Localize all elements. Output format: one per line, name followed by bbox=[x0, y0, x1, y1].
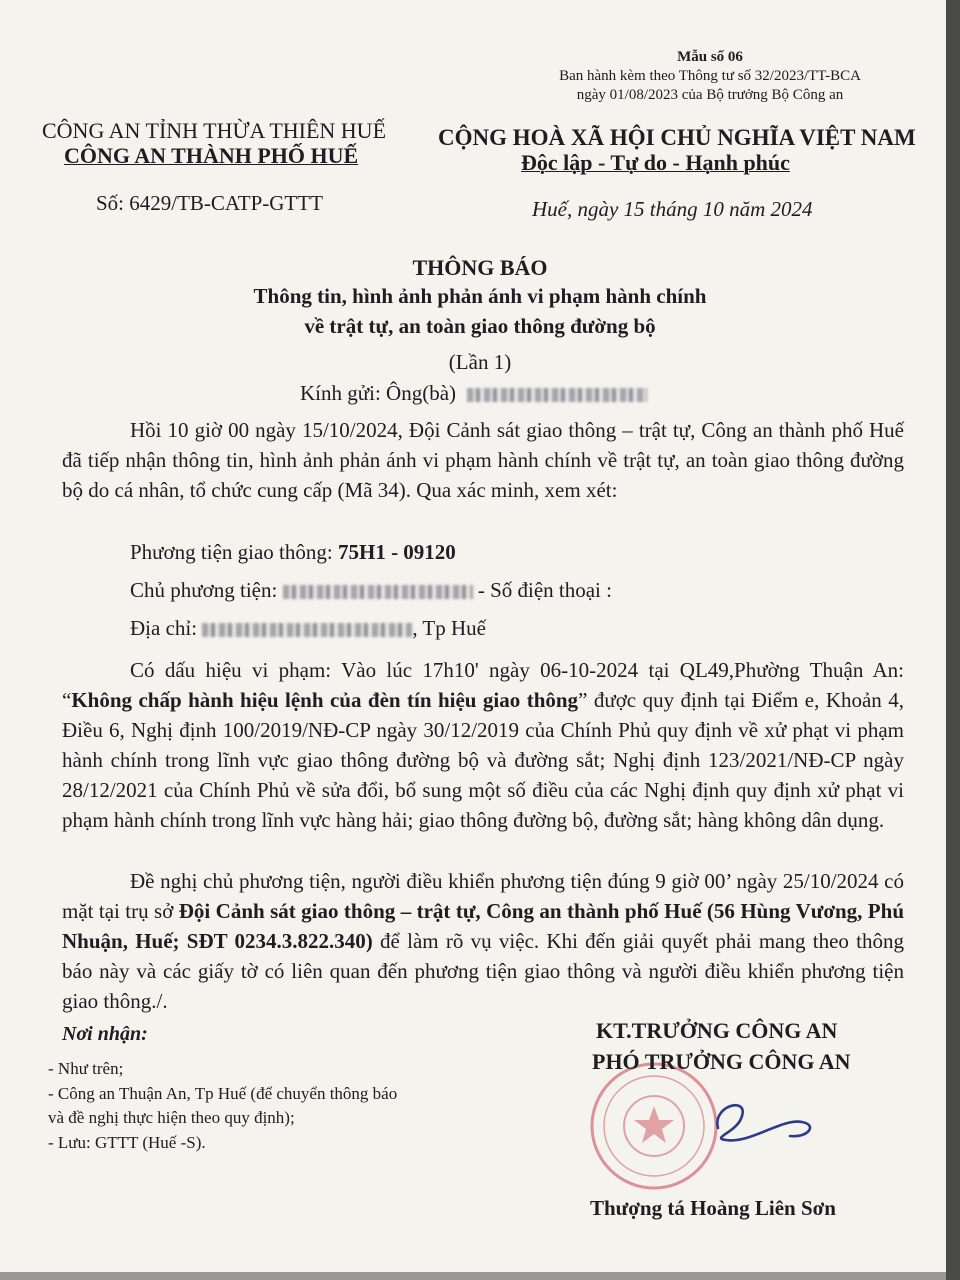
violation-intro: Có dấu hiệu vi phạm: Vào lúc 17h10' ngày 06-10-2024 tại QL49,Phường Thuận An: “ bbox=[62, 658, 904, 712]
recipient-item: và đề nghị thực hiện theo quy định); bbox=[48, 1108, 295, 1127]
signature-title: PHÓ TRƯỞNG CÔNG AN bbox=[592, 1049, 851, 1074]
handwritten-signature bbox=[690, 1088, 850, 1158]
violation-name: Không chấp hành hiệu lệnh của đèn tín hiệu giao thông bbox=[71, 688, 579, 712]
vehicle-line bbox=[130, 540, 456, 565]
document-number: Số: 6429/TB-CATP-GTTT bbox=[96, 191, 323, 215]
notice-title: THÔNG BÁO bbox=[412, 255, 548, 280]
recipient-item: - Như trên; bbox=[48, 1059, 124, 1078]
vehicle-label: Phương tiện giao thông: bbox=[130, 540, 338, 564]
intro-paragraph: Hồi 10 giờ 00 ngày 15/10/2024, Đội Cảnh sát giao thông – trật tự, Công an thành phố Huế đã tiếp nhận thông tin, hình ảnh phản ánh vi phạm hành chính về trật tự, an toàn giao thông đường bộ do cá nhân, tổ chức cung cấp (Mã 34). Qua xác minh, xem xét: bbox=[62, 418, 904, 502]
place-date: Huế, ngày 15 tháng 10 năm 2024 bbox=[532, 197, 813, 221]
recipient-line bbox=[300, 381, 647, 406]
redacted-recipient bbox=[467, 388, 647, 402]
address-suffix: , Tp Huế bbox=[412, 616, 486, 640]
recipients-heading: Nơi nhận: bbox=[62, 1023, 148, 1045]
recipient-item: - Lưu: GTTT (Huế -S). bbox=[48, 1133, 206, 1152]
vehicle-plate: 75H1 - 09120 bbox=[337, 540, 456, 564]
recipient-label: Kính gửi: Ông(bà) bbox=[300, 381, 457, 405]
recipient-item: - Công an Thuận An, Tp Huế (để chuyển thông báo bbox=[48, 1084, 398, 1103]
address-line bbox=[130, 616, 486, 641]
signature-authority: KT.TRƯỞNG CÔNG AN bbox=[596, 1018, 838, 1043]
request-location: Đội Cảnh sát giao thông – trật tự, Công an thành phố Huế (56 Hùng Vương, Phú Nhuận, Huế; SĐT 0234.3.822.340) bbox=[62, 899, 904, 953]
background-edge bbox=[946, 0, 960, 1280]
redacted-address bbox=[202, 623, 412, 637]
notice-attempt: (Lần 1) bbox=[448, 350, 512, 374]
redacted-owner bbox=[283, 585, 473, 599]
phone-label: - Số điện thoại : bbox=[477, 578, 612, 602]
form-issued-date: ngày 01/08/2023 của Bộ trưởng Bộ Công an bbox=[576, 87, 844, 103]
form-reference bbox=[540, 48, 880, 105]
request-instructions: để làm rõ vụ việc. Khi đến giải quyết phải mang theo thông báo này và các giấy tờ có liên quan đến phương tiện giao thông và người điều khiển phương tiện giao thông./. bbox=[62, 929, 905, 1013]
agency-parent: CÔNG AN TỈNH THỪA THIÊN HUẾ bbox=[42, 118, 387, 143]
violation-legal-basis: ” được quy định tại Điểm e, Khoản 4, Điều 6, Nghị định 100/2019/NĐ-CP ngày 30/12/2019 của Chính Phủ quy định về xử phạt vi phạm hành chính trong lĩnh vực giao thông đường bộ và đường sắt; Nghị định 123/2021/NĐ-CP ngày 28/12/2021 của Chính Phủ về sửa đổi, bổ sung một số điều của các Nghị định quy định xử phạt vi phạm hành chính trong lĩnh vực hàng hải; giao thông đường bộ, đường sắt; hàng không dân dụng. bbox=[62, 688, 904, 832]
form-number: Mẫu số 06 bbox=[677, 49, 743, 65]
request-paragraph bbox=[62, 866, 904, 1016]
nation-motto: Độc lập - Tự do - Hạnh phúc bbox=[521, 150, 790, 175]
violation-paragraph bbox=[62, 655, 904, 835]
owner-label: Chủ phương tiện: bbox=[130, 578, 283, 602]
form-issued-with: Ban hành kèm theo Thông tư số 32/2023/TT-BCA bbox=[559, 68, 861, 84]
request-intro: Đề nghị chủ phương tiện, người điều khiển phương tiện đúng 9 giờ 00’ ngày 25/10/2024 có mặt tại trụ sở bbox=[62, 869, 904, 923]
agency-name: CÔNG AN THÀNH PHỐ HUẾ bbox=[64, 143, 359, 168]
signer-name: Thượng tá Hoàng Liên Sơn bbox=[590, 1196, 836, 1220]
address-label: Địa chỉ: bbox=[130, 616, 203, 640]
notice-subtitle-2: về trật tự, an toàn giao thông đường bộ bbox=[304, 314, 656, 338]
notice-subtitle-1: Thông tin, hình ảnh phản ánh vi phạm hành chính bbox=[253, 284, 707, 308]
nation-heading: CỘNG HOÀ XÃ HỘI CHỦ NGHĨA VIỆT NAM bbox=[438, 125, 916, 150]
owner-line bbox=[130, 578, 612, 603]
